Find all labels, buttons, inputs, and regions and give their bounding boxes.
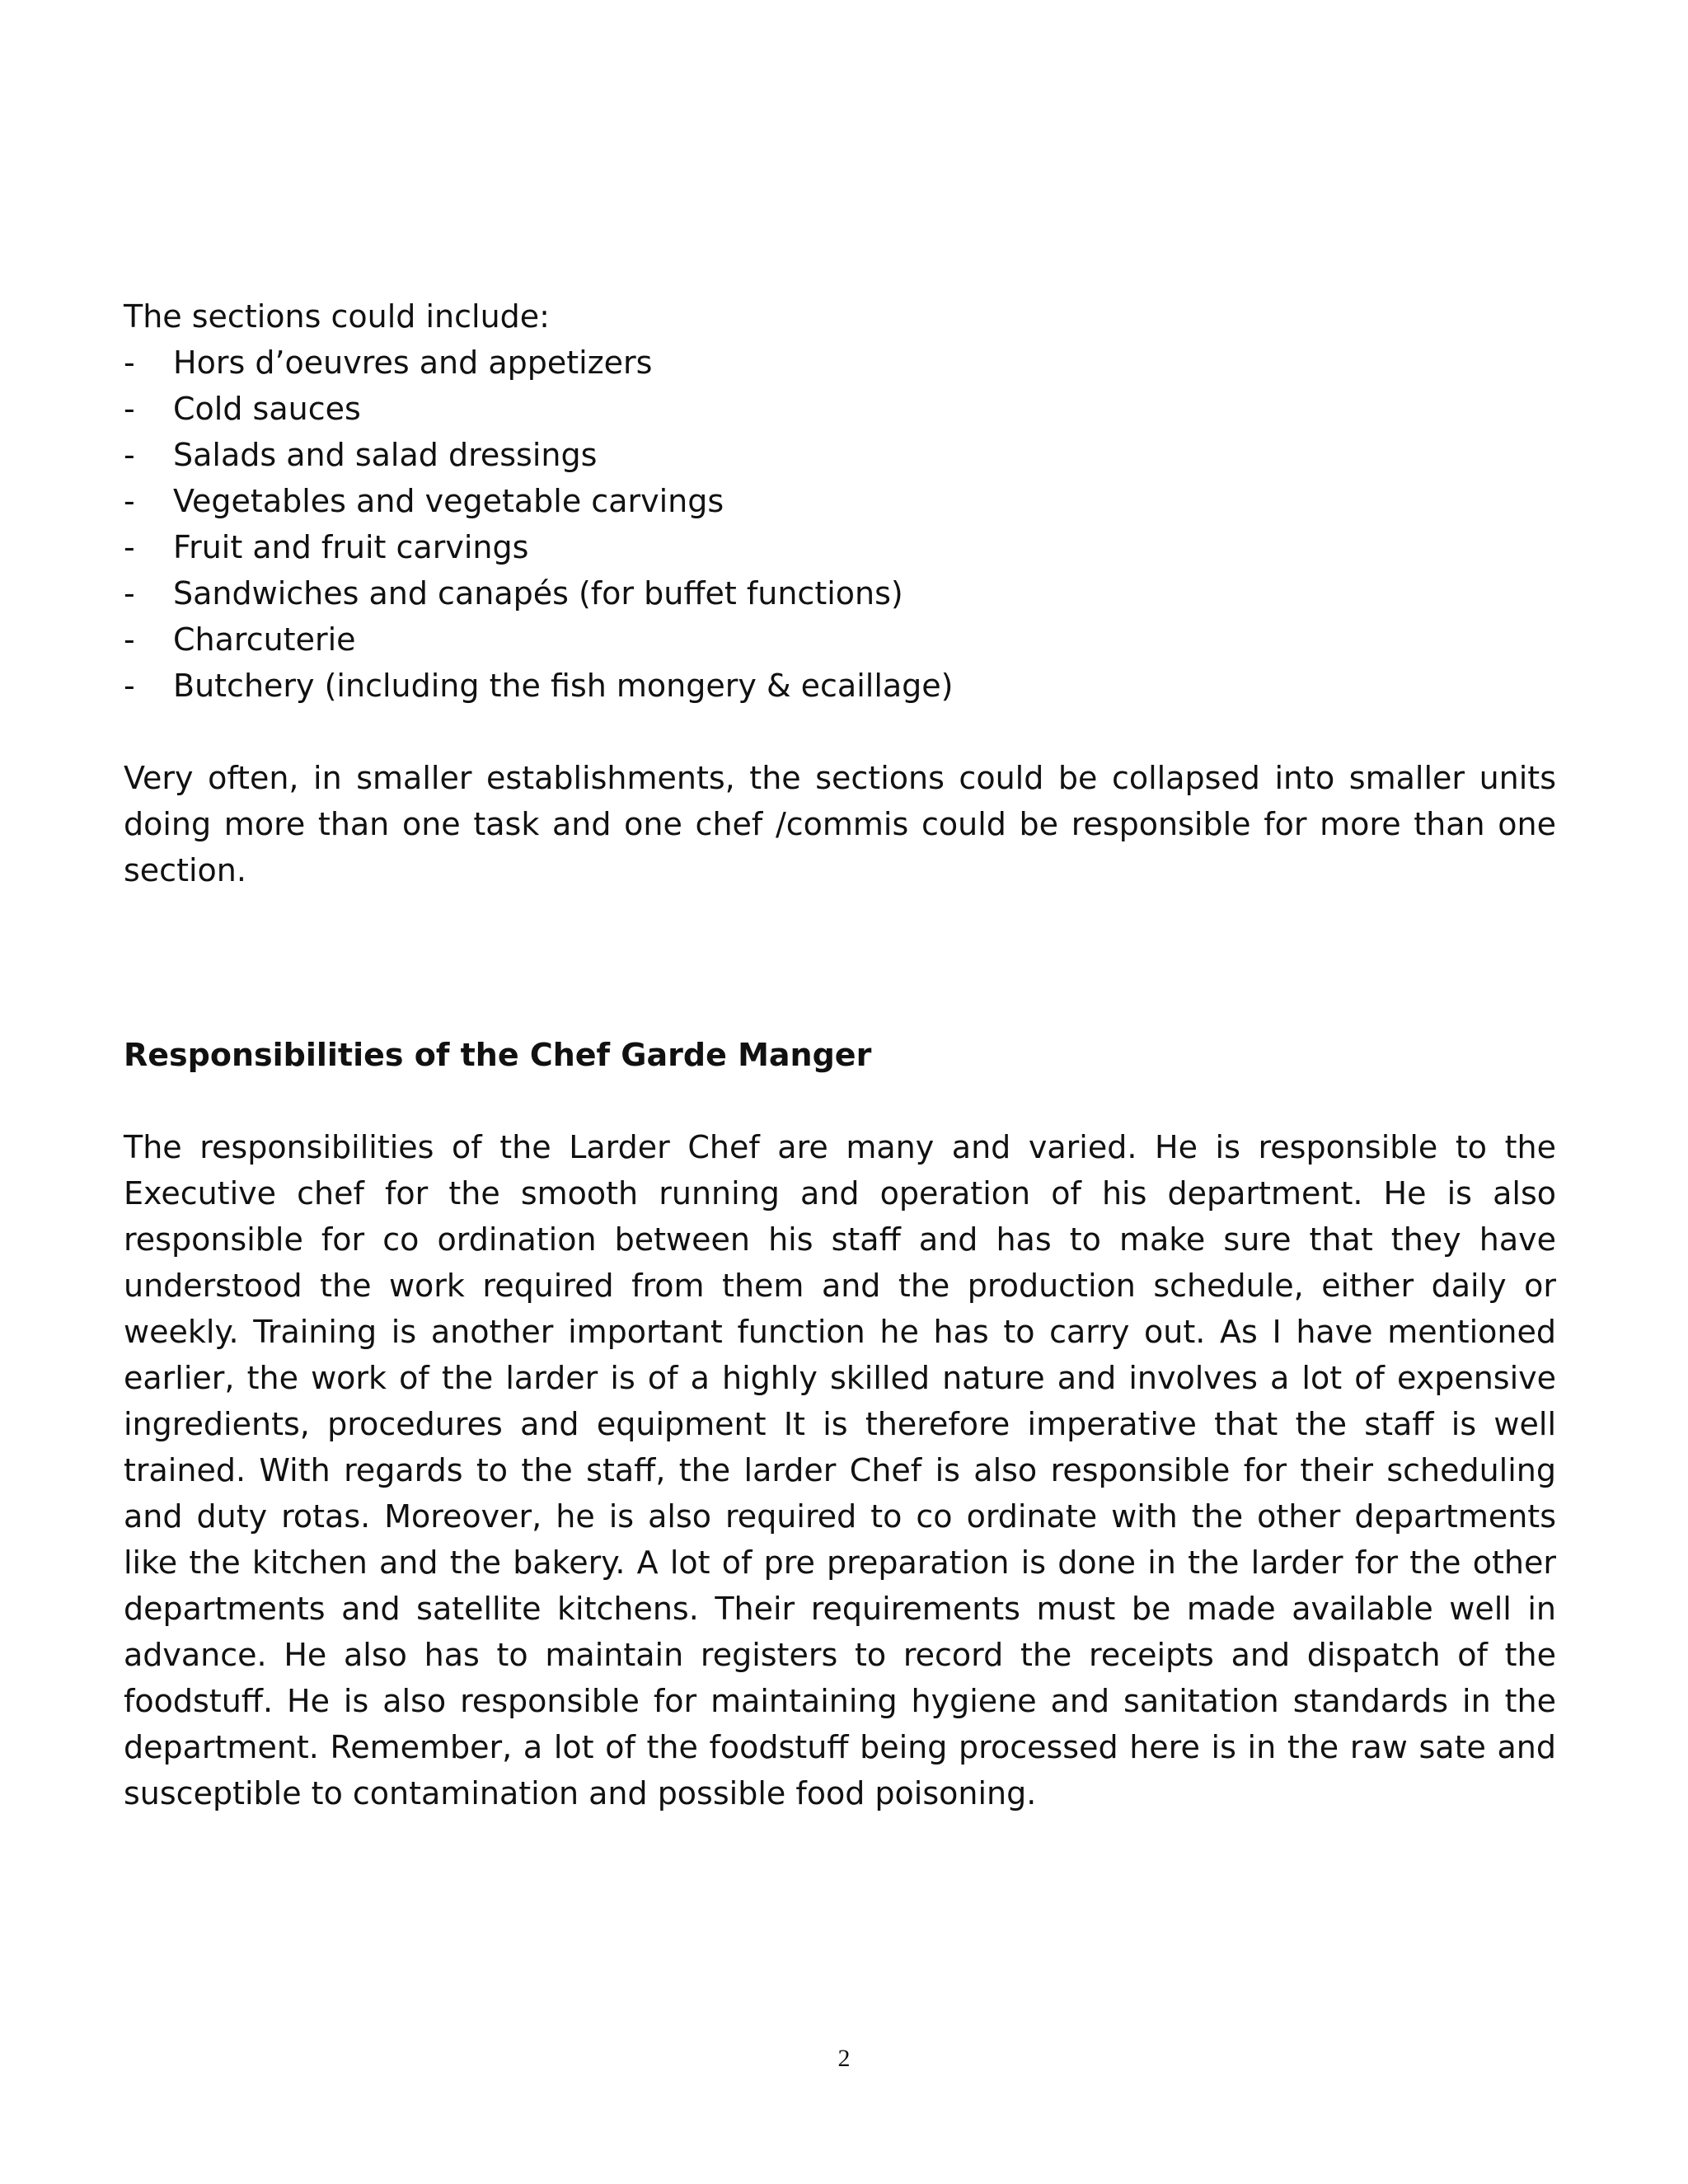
list-item-text: Vegetables and vegetable carvings (173, 483, 724, 519)
page-content (124, 293, 1556, 1816)
section-heading: Responsibilities of the Chef Garde Manger (124, 1037, 872, 1073)
sections-list (124, 340, 1556, 709)
list-item-text: Sandwiches and canapés (for buffet functions) (173, 575, 903, 612)
list-item (124, 524, 1556, 570)
list-item (124, 570, 1556, 616)
bullet-dash: - (124, 437, 135, 473)
list-item (124, 432, 1556, 478)
sections-intro: The sections could include: (124, 298, 550, 335)
list-item-text: Charcuterie (173, 621, 356, 658)
list-item-text: Fruit and fruit carvings (173, 529, 529, 565)
list-item (124, 386, 1556, 432)
list-item (124, 478, 1556, 524)
list-item-text: Hors d’oeuvres and appetizers (173, 344, 653, 381)
bullet-dash: - (124, 529, 135, 565)
smaller-establishments-paragraph: Very often, in smaller establishments, the sections could be collapsed into smaller units doing more than one task and one chef /commis could be responsible for more than one section. (124, 760, 1556, 888)
list-item (124, 663, 1556, 709)
bullet-dash: - (124, 621, 135, 658)
bullet-dash: - (124, 344, 135, 381)
page-number: 2 (837, 2045, 851, 2072)
bullet-dash: - (124, 483, 135, 519)
responsibilities-paragraph: The responsibilities of the Larder Chef are many and varied. He is responsible to the Executive chef for the smooth running and operation of his department. He is also responsible for co ordination between his staff and has to make sure that they have understood the work required from them and the production schedule, either daily or weekly. Training is another important function he has to carry out. As I have mentioned earlier, the work of the larder is of a highly skilled nature and involves a lot of expensive ingredients, procedures and equipment It is therefore imperative that the staff is well trained. With regards to the staff, the larder Chef is also responsible for their scheduling and duty rotas. Moreover, he is also required to co ordinate with the other departments like the kitchen and the bakery. A lot of pre preparation is done in the larder for the other departments and satellite kitchens. Their requirements must be made available well in advance. He also has to maintain registers to record the receipts and dispatch of the foodstuff. He is also responsible for maintaining hygiene and sanitation standards in the department. Remember, a lot of the foodstuff being processed here is in the raw sate and susceptible to contamination and possible food poisoning. (124, 1129, 1556, 1811)
bullet-dash: - (124, 575, 135, 612)
list-item (124, 616, 1556, 663)
list-item-text: Cold sauces (173, 391, 361, 427)
list-item-text: Butchery (including the fish mongery & ecaillage) (173, 668, 954, 704)
list-item-text: Salads and salad dressings (173, 437, 598, 473)
list-item (124, 340, 1556, 386)
bullet-dash: - (124, 391, 135, 427)
bullet-dash: - (124, 668, 135, 704)
